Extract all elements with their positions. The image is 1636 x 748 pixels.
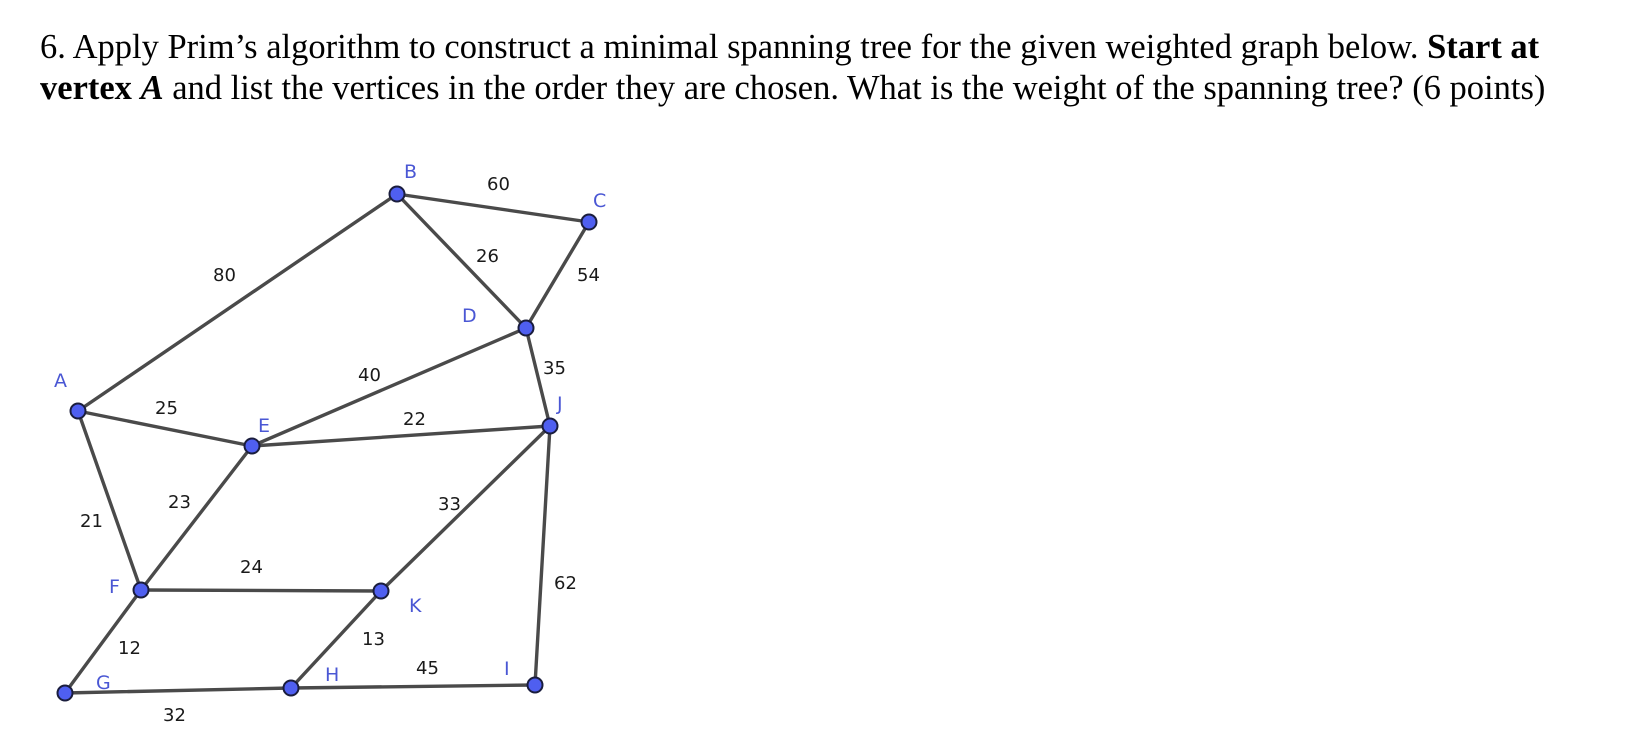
vertex-label-e: E [258, 415, 271, 437]
edge-f-k [141, 590, 381, 591]
weight-f-g: 12 [118, 638, 141, 659]
vertex-label-f: F [109, 576, 120, 598]
vertex-i [528, 678, 543, 693]
question-start-vertex: A [140, 69, 164, 107]
vertex-label-c: C [593, 190, 607, 212]
question-part-1: 6. Apply Prim’s algorithm to construct a minimal spanning tree for the given weighted graph below. [40, 28, 1428, 66]
vertex-k [374, 584, 389, 599]
vertex-a [71, 404, 86, 419]
vertex-label-h: H [325, 664, 340, 686]
edge-a-f [78, 411, 141, 590]
vertex-label-g: G [96, 672, 111, 694]
vertex-j [543, 419, 558, 434]
question-bold-start: Start at vertex [40, 28, 1540, 107]
weight-k-h: 13 [362, 629, 385, 650]
weight-d-j: 35 [543, 358, 566, 379]
edge-j-i [535, 426, 550, 685]
weight-h-i: 45 [416, 658, 439, 679]
vertex-label-k: K [409, 595, 422, 617]
weight-f-k: 24 [240, 557, 263, 578]
weight-a-f: 21 [80, 511, 103, 532]
weight-b-c: 60 [487, 174, 510, 195]
weight-d-e: 40 [358, 365, 381, 386]
question-part-2: and list the vertices in the order they are chosen. What is the weight of the spanning tree? (6 points) [163, 69, 1546, 107]
weight-j-i: 62 [554, 573, 577, 594]
weight-a-b: 80 [213, 265, 236, 286]
vertex-g [58, 686, 73, 701]
vertex-d [519, 321, 534, 336]
vertex-b [390, 187, 405, 202]
vertex-label-b: B [404, 161, 418, 183]
weight-e-j: 22 [403, 409, 426, 430]
vertex-c [582, 215, 597, 230]
edge-j-k [381, 426, 550, 591]
edge-b-c [397, 194, 589, 222]
vertex-label-d: D [462, 305, 477, 327]
vertex-label-a: A [54, 370, 67, 392]
vertex-label-j: J [557, 393, 563, 415]
weight-a-e: 25 [155, 398, 178, 419]
weight-e-f: 23 [168, 492, 191, 513]
edge-e-f [141, 446, 252, 590]
edge-a-b [78, 194, 397, 411]
vertex-f [134, 583, 149, 598]
weight-b-d: 26 [476, 246, 499, 267]
weight-g-h: 32 [163, 705, 186, 726]
weight-c-d: 54 [577, 265, 600, 286]
edge-e-j [252, 426, 550, 446]
weight-j-k: 33 [438, 494, 461, 515]
vertex-h [284, 681, 299, 696]
edge-d-e [252, 328, 526, 446]
vertex-label-i: I [504, 658, 510, 680]
vertex-e [245, 439, 260, 454]
